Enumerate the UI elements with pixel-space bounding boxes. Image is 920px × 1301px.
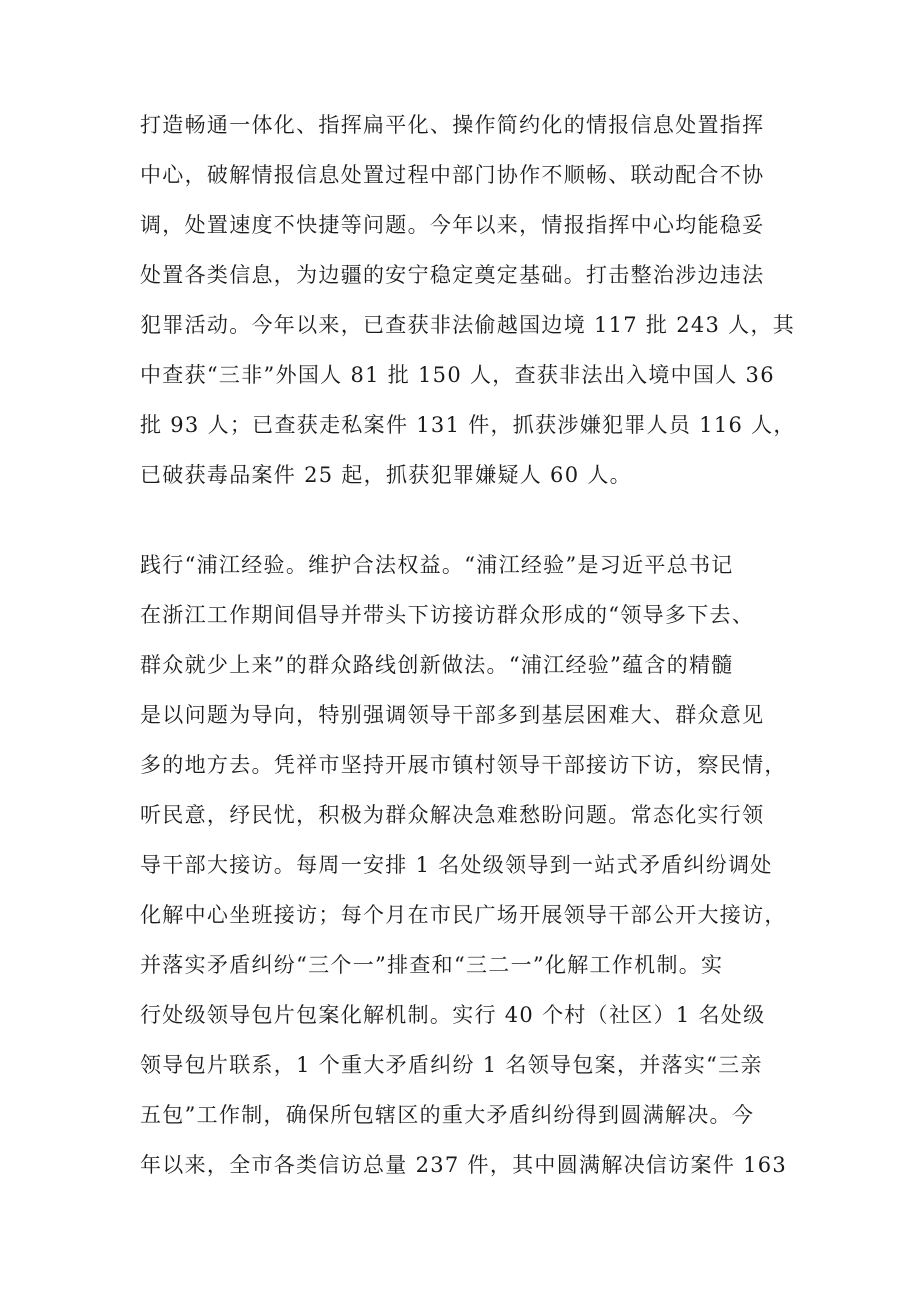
text-line: 批 93 人；已查获走私案件 131 件，抓获涉嫌犯罪人员 116 人， [140, 413, 796, 437]
paragraph-pujiang-experience [140, 540, 800, 1190]
text-line: 行处级领导包片包案化解机制。实行 40 个村（社区）1 名处级 [140, 1003, 766, 1027]
text-line: 处置各类信息，为边疆的安宁稳定奠定基础。打击整治涉边违法 [140, 263, 765, 287]
text-line: 打造畅通一体化、指挥扁平化、操作简约化的情报信息处置指挥 [140, 113, 765, 137]
text-line: 在浙江工作期间倡导并带头下访接访群众形成的“领导多下去、 [140, 603, 755, 627]
text-line: 多的地方去。凭祥市坚持开展市镇村领导干部接访下访，察民情， [140, 753, 787, 777]
text-line: 犯罪活动。今年以来，已查获非法偷越国边境 117 批 243 人，其 [140, 313, 796, 337]
text-line: 已破获毒品案件 25 起，抓获犯罪嫌疑人 60 人。 [140, 463, 632, 487]
text-line: 是以问题为导向，特别强调领导干部多到基层困难大、群众意见 [140, 703, 765, 727]
text-line: 践行“浦江经验。维护合法权益。“浦江经验”是习近平总书记 [140, 553, 734, 577]
text-line: 领导包片联系，1 个重大矛盾纠纷 1 名领导包案，并落实“三亲 [140, 1053, 763, 1077]
text-line: 调，处置速度不快捷等问题。今年以来，情报指挥中心均能稳妥 [140, 213, 765, 237]
text-line: 化解中心坐班接访；每个月在市民广场开展领导干部公开大接访， [140, 903, 787, 927]
text-line: 导干部大接访。每周一安排 1 名处级领导到一站式矛盾纠纷调处 [140, 853, 773, 877]
text-line: 五包”工作制，确保所包辖区的重大矛盾纠纷得到圆满解决。今 [140, 1103, 755, 1127]
text-line: 群众就少上来”的群众路线创新做法。“浦江经验”蕴含的精髓 [140, 653, 734, 677]
text-line: 中查获“三非”外国人 81 批 150 人，查获非法出入境中国人 36 [140, 363, 775, 387]
text-line: 并落实矛盾纠纷“三个一”排查和“三二一”化解工作机制。实 [140, 953, 724, 977]
text-line: 中心，破解情报信息处置过程中部门协作不顺畅、联动配合不协 [140, 163, 765, 187]
text-line: 年以来，全市各类信访总量 237 件，其中圆满解决信访案件 163 [140, 1153, 788, 1177]
paragraph-intelligence-command [140, 100, 800, 500]
text-line: 听民意，纾民忧，积极为群众解决急难愁盼问题。常态化实行领 [140, 803, 765, 827]
